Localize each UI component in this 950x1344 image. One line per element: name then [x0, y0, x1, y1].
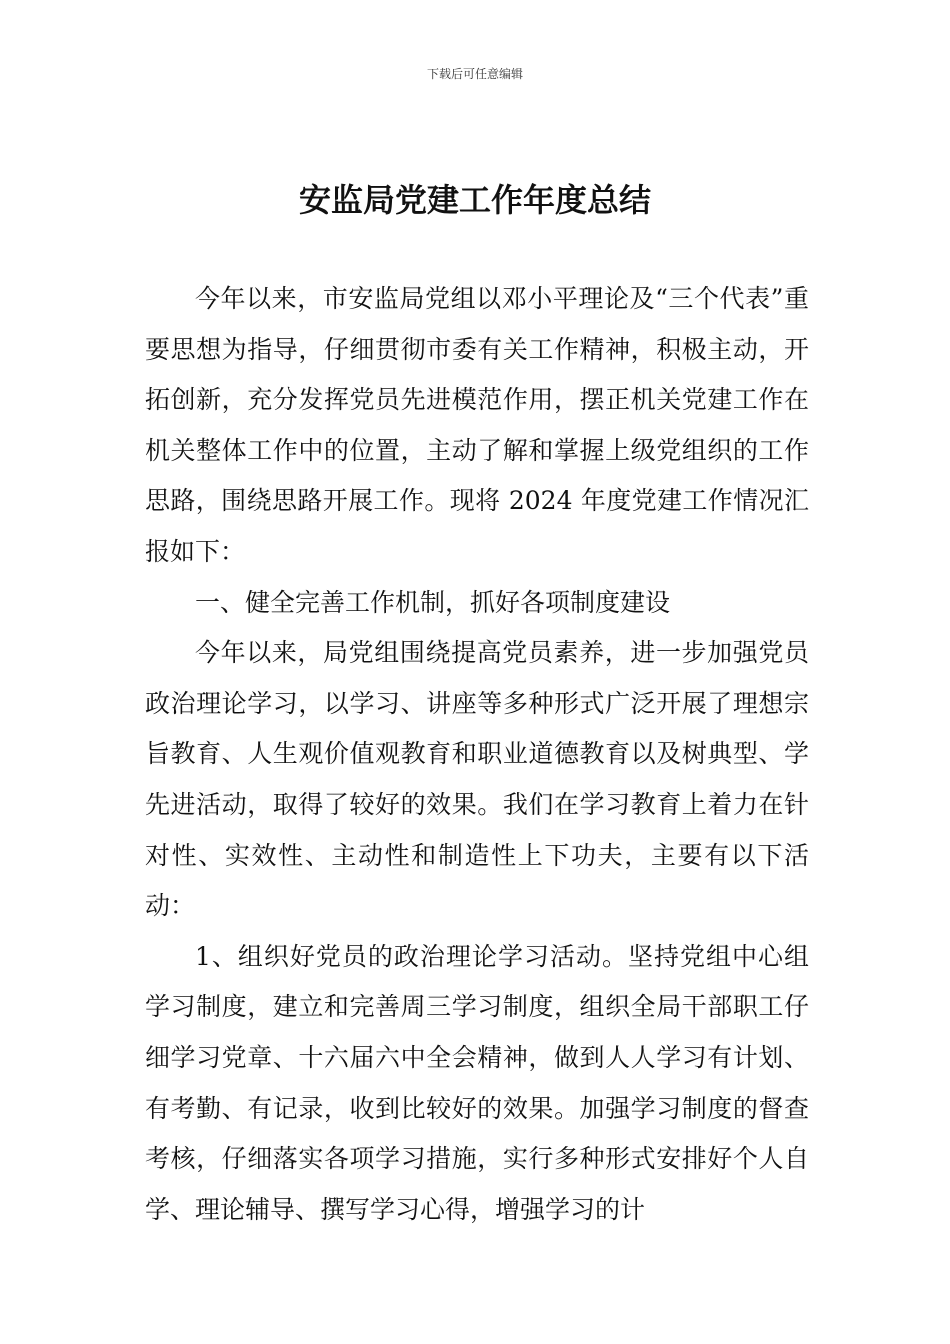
document-title: 安监局党建工作年度总结	[298, 181, 651, 219]
document-body	[145, 274, 809, 1235]
paragraph-item-1: 1、组织好党员的政治理论学习活动。坚持党组中心组学习制度，建立和完善周三学习制度，组织全局干部职工仔细学习党章、十六届六中全会精神，做到人人学习有计划、有考勤、有记录，收到比较好的效果。加强学习制度的督查考核，仔细落实各项学习措施，实行多种形式安排好个人自学、理论辅导、撰写学习心得，增强学习的计	[145, 941, 809, 1224]
paragraph-intro: 今年以来，市安监局党组以邓小平理论及“三个代表”重要思想为指导，仔细贯彻市委有关工作精神，积极主动，开拓创新，充分发挥党员先进模范作用，摆正机关党建工作在机关整体工作中的位置，主动了解和掌握上级党组织的工作思路，围绕思路开展工作。现将 2024 年度党建工作情况汇报如下：	[145, 284, 809, 566]
section-heading-1: 一、健全完善工作机制，抓好各项制度建设	[195, 587, 671, 617]
paragraph-section-1: 今年以来，局党组围绕提高党员素养，进一步加强党员政治理论学习，以学习、讲座等多种形式广泛开展了理想宗旨教育、人生观价值观教育和职业道德教育以及树典型、学先进活动，取得了较好的效果。我们在学习教育上着力在针对性、实效性、主动性和制造性上下功夫，主要有以下活动：	[145, 638, 809, 921]
header-note: 下载后可任意编辑	[426, 67, 523, 81]
